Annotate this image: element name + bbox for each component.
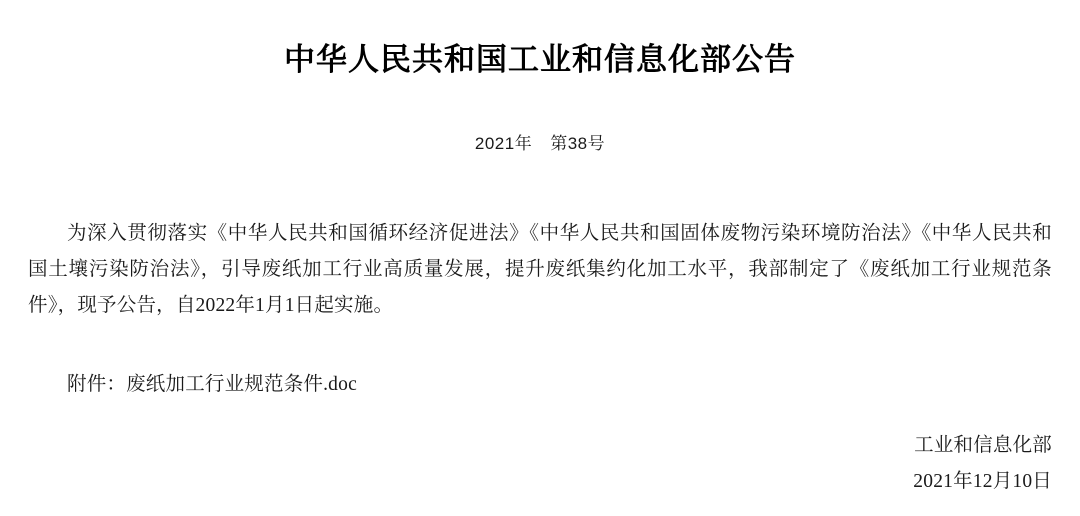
attachment-file-link[interactable]: 废纸加工行业规范条件.doc <box>126 374 357 396</box>
signature-issuer: 工业和信息化部 <box>914 434 1052 456</box>
document-number-year: 2021年 <box>474 134 533 154</box>
body-paragraph: 为深入贯彻落实《中华人民共和国循环经济促进法》《中华人民共和国固体废物污染环境防治法》《中华人民共和国土壤污染防治法》，引导废纸加工行业高质量发展，提升废纸集约化加工水平，我部制定了《废纸加工行业规范条件》，现予公告，自2022年1月1日起实施。 <box>28 223 1052 317</box>
document-signature <box>913 428 1052 500</box>
signature-date: 2021年12月10日 <box>913 470 1052 492</box>
attachment-label: 附件： <box>67 374 127 396</box>
attachment-line <box>28 324 1052 396</box>
page-title: 中华人民共和国工业和信息化部公告 <box>284 42 796 77</box>
document-body <box>28 154 1052 396</box>
document-number <box>0 80 1080 154</box>
document-number-issue: 第38号 <box>550 134 606 154</box>
